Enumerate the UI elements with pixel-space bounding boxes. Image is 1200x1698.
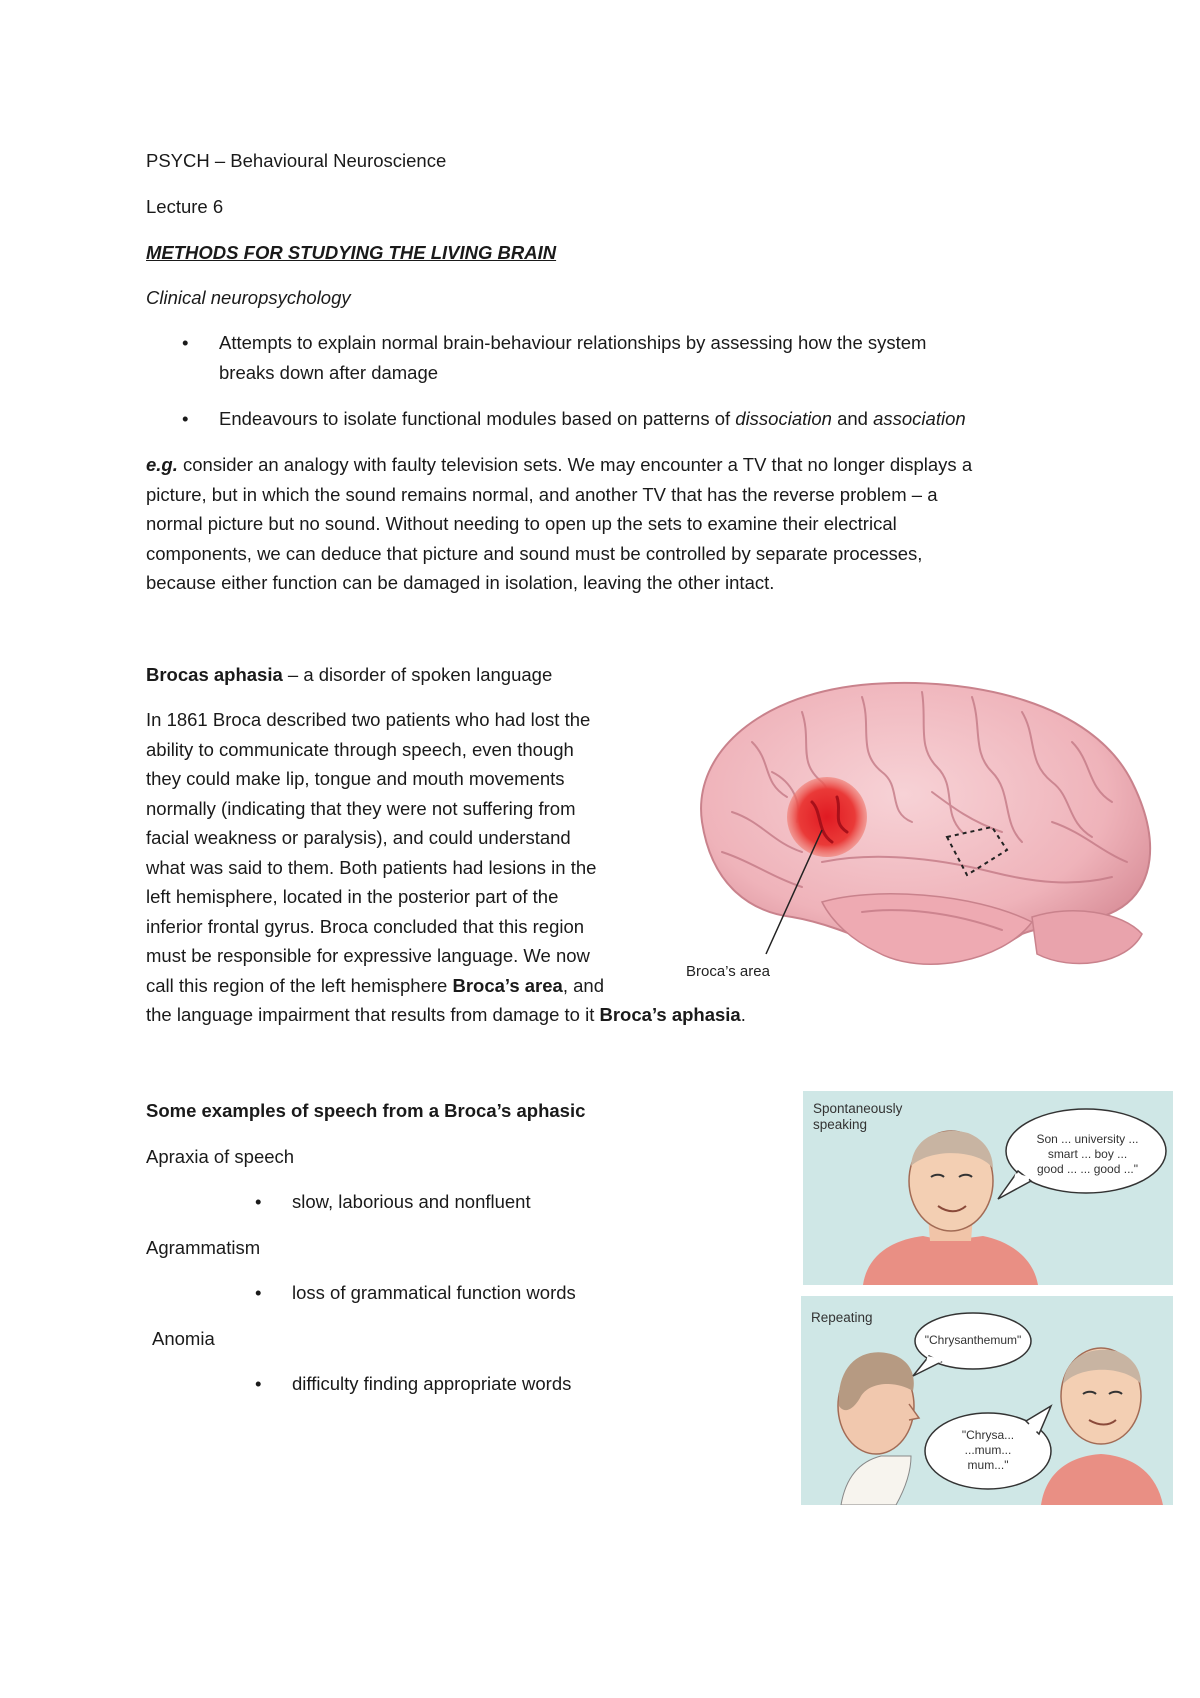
brain-figure: [672, 672, 1162, 992]
term-label: Anomia: [152, 1328, 215, 1349]
bullet-line: breaks down after damage: [219, 361, 439, 383]
course-title: PSYCH – Behavioural Neuroscience: [146, 150, 447, 171]
brain-illustration: [672, 672, 1162, 992]
clinician-patient-illustration: [801, 1296, 1173, 1505]
broca-area-highlight: [787, 777, 867, 857]
broca-paragraph: In 1861 Broca described two patients who had lost the ability to communicate through speech, even though they could make lip, tongue and mouth movements normally (indicating that they were not suffering from facial weakness or paralysis), and could understand what was said to them. Both patients had lesions in the left hemisphere, located in the posterior part of the inferior frontal gyrus. Broca concluded that this region must be responsible for expressive language. We now call this region of the left hemisphere Broca’s area, and the language impairment that results from damage to it Broca’s aphasia.: [146, 709, 746, 1025]
bullet-symbol: •: [182, 332, 189, 353]
bullet-symbol: •: [255, 1191, 262, 1212]
speech-panel-spontaneous: [803, 1091, 1173, 1285]
lecture-number: Lecture 6: [146, 196, 224, 217]
broca-heading: Brocas aphasia – a disorder of spoken language: [146, 664, 553, 685]
bullet-line: Endeavours to isolate functional modules based on patterns of dissociation and association: [219, 408, 966, 429]
section-subtitle: Clinical neuropsychology: [146, 287, 351, 308]
bullet-item: [182, 328, 1082, 388]
bullet-item: • difficulty finding appropriate words: [255, 1369, 755, 1399]
bullet-item: • slow, laborious and nonfluent: [255, 1187, 755, 1217]
speech-bubble-text: "Chrysanthemum": [924, 1333, 1022, 1347]
examples-heading: Some examples of speech from a Broca’s aphasic: [146, 1100, 586, 1121]
bullet-item: • loss of grammatical function words: [255, 1278, 755, 1308]
speech-bubble-text: "Chrysa... ...mum... mum...": [961, 1428, 1015, 1472]
panel-label: Spontaneously speaking: [813, 1101, 903, 1132]
speech-bubble-text: Son ... university ... smart ... boy ... good ... ... good ...": [1036, 1132, 1139, 1176]
panel-label: Repeating: [811, 1310, 873, 1325]
patient-illustration: [803, 1091, 1173, 1285]
speech-panel-repeating: [801, 1296, 1173, 1505]
bullet-item: [182, 404, 1082, 434]
term-label: Apraxia of speech: [146, 1146, 295, 1167]
broca-area-label: Broca’s area: [686, 963, 770, 980]
term-label: Agrammatism: [146, 1237, 261, 1258]
example-paragraph: e.g. consider an analogy with faulty television sets. We may encounter a TV that no longer displays a picture, but in which the sound remains normal, and another TV that has the reverse problem – a normal picture but no sound. Without needing to open up the sets to examine their electrical components, we can deduce that picture and sound must be controlled by separate processes, because either function can be damaged in isolation, leaving the other intact.: [146, 454, 973, 593]
bullet-line: Attempts to explain normal brain-behaviour relationships by assessing how the system: [219, 332, 927, 353]
eg-label: e.g.: [146, 454, 178, 475]
section-title: METHODS FOR STUDYING THE LIVING BRAIN: [146, 242, 557, 263]
bullet-symbol: •: [255, 1373, 262, 1394]
bullet-symbol: •: [182, 408, 189, 429]
bullet-symbol: •: [255, 1282, 262, 1303]
